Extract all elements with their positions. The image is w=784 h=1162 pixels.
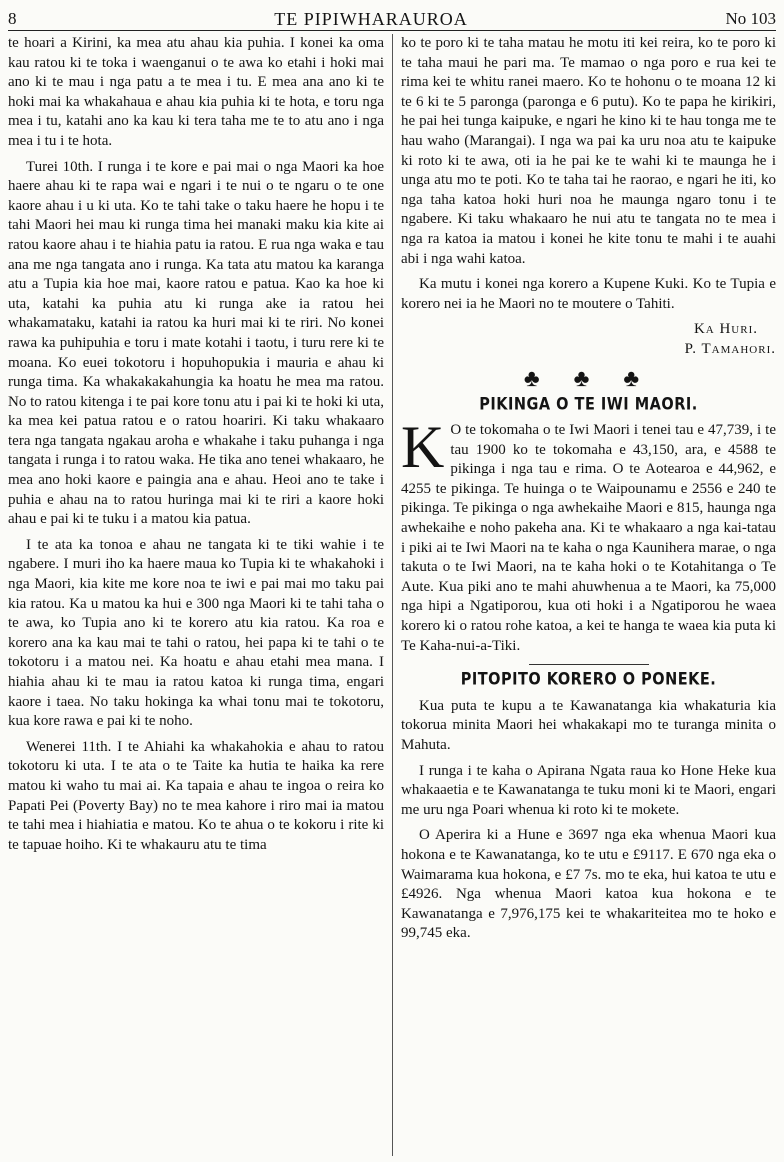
section-heading: PIKINGA O TE IWI MAORI.: [479, 395, 698, 414]
page-number: 8: [8, 9, 17, 28]
signature-continued: Ka Huri.: [693, 321, 758, 338]
drop-cap: K: [401, 414, 445, 481]
section-divider: [529, 664, 649, 665]
issue-number: No 103: [725, 9, 776, 28]
paragraph: Kua puta te kupu a te Kawanatanga kia whakaturia kia tokorua minita Maori hei whakakapi mo te turanga minita o Mahuta.: [401, 697, 776, 753]
paragraph: Turei 10th. I runga i te kore e pai mai o nga Maori ka hoe haere ahau ki te rapa wai e ngari i te nui o te ngaru o te one kaore ahau i u ki uta. Ko te tahi take o taku haere he hopu i te tahi Maori hei mau ki runga tima hei manaki maku kia kite ai ratou kaore ahau i te hiahia patu ia ratou. E rua nga waka e tau ana me nga tangata ano i runga. Ka tata atu matou ka karanga atu a Tupia kia hoe mai, kaore ratou e patua. Kao ka hoe ki uta, katahi ka puhia atu ki runga ake ia ratou hei whakamataku, katahi ia ratou ka huri mai ki te riri. No konei rawa ka puhipuhia e toru i mate kotahi i taotu, i turu rere ki te moana. Ko euei tokotoru i hopuhopukia i mauria e ahau ki runga tima. Ka whakakakahungia ka hoatu he mea ma ratou. No to ratou kitenga i te pai kore tonu atu i pai ki te hoki ki uta, ka mea kei patua ratou e o ratou hoariri. Ki taku whakaaro tera nga tangata ngakau aroha e whakahe i taku puhanga i nga tangata i runga i to ratou waka. He tika ano tenei whakaaro, he mea ano hoki kaore e paingia ana e ahau. Heoi ano te take i puhia e ahau na to ratou huringa mai ki te riri a kaore hoki ahau e pai ki te tuku i a matou kia patua.: [8, 158, 384, 528]
paragraph: I runga i te kaha o Apirana Ngata raua ko Hone Heke kua whakaaetia e te Kawanatanga te tuku moni ki te Maori, engari me uru nga Poari whenua ki roto ki te mokete.: [401, 762, 776, 818]
signature-author: P. Tamahori.: [684, 340, 776, 357]
right-column: [392, 34, 776, 1156]
article-columns: [8, 34, 776, 1156]
paragraph-with-dropcap: [401, 414, 776, 656]
section-heading: PITOPITO KORERO O PONEKE.: [460, 670, 717, 690]
paragraph: O Aperira ki a Hune e 3697 nga eka whenua Maori kua hokona e te Kawanatanga, ko te utu e £9117. E 670 nga eka o Waimarama kua hokona, e £7 7s. mo te eka, hui katoa te utu e £4926. Nga whenua Maori katoa kua hokona e te Kawanatanga e 7,976,175 kei te whakariteitea mo te hoko e 99,745 eka.: [401, 827, 776, 942]
publication-title: TE PIPIWHARAUROA: [274, 9, 468, 29]
page-header: [8, 4, 776, 31]
left-column: [8, 34, 392, 1156]
paragraph: I te ata ka tonoa e ahau ne tangata ki te tiki wahie i te ngabere. I muri iho ka haere maua ko Tupia ki te whakahoki i nga Maori, kia kite me kore noa te iwi e pai mai mo taku pai kia ratou. Ka u matou ka hui e 300 nga Maori ki te tahi taha o te awa, ko Tupia ano ki te korero atu kia ratou. Ka roa e korero ana ka kau mai te tahi o ratou, hei papa ki te tahi o te tokotoru i a matou nei. Ka hoatu e ahau etahi mea mana. I hiahia ahau ki te mau ia ratou katoa ki runga tima, engari kaore i taea. No taku hokinga ka whai tonu mai te tokotoru, kua kore rawa e pai ki te noho.: [8, 536, 384, 730]
paragraph: Ka mutu i konei nga korero a Kupene Kuki. Ko te Tupia e korero nei ia he Maori no te moutere o Tahiti.: [401, 276, 776, 312]
paragraph: Wenerei 11th. I te Ahiahi ka whakahokia e ahau to ratou tokotoru ki uta. I te ata o te Taite ka hutia te haika ka rere matou ki waho tu mai ai. Ka tapaia e ahau te ingoa o reira ko Papati Pei (Poverty Bay) no te mea kahore i riro mai ia matou te tahi mea i hiahiatia e matou. Ko te ahua o te kokoru i rite ki te tapuae hoiho. Ki te whakauru atu te tima: [8, 738, 384, 853]
paragraph-text: O te tokomaha o te Iwi Maori i tenei tau e 47,739, i te tau 1900 ko te tokomaha e 43,150, ara, e 4588 te pikinga i nga tau e rima. O te Aotearoa e 44,962, e 4255 te pikinga. Te huinga o te Waipounamu e 2556 e 240 te pikinga. Te pikinga o nga awhekaihe Maori e 815, haunga nga awhekaihe e noho pakeha ana. Ki te whakaaro a nga kai-tatau i piki ai te Iwi Maori na te kaha o nga Kaunihera marae, o nga takuta o te Iwi Maori, na te kaha hoki o te Kotahitanga o Te Aute. Kua piki ano te mahi ahuwhenua a te Maori, ka 75,000 nga hipi a Ngatiporou, kua oti hoki i a Ngatiporou he waea korero ki o ratou rohe katoa, a kei te hanga te waea kia puta ki Te Kaha-nui-a-Tiki.: [401, 422, 776, 654]
paragraph: ko te poro ki te taha matau he motu iti kei reira, ko te poro ki te taha maui he pari ma. Te mamao o nga poro e rua kei te rima kei te whitu ranei maero. Ko te hohonu o te moana 12 ki te 6 ki te 5 paronga (paronga e 6 putu). Ko te papa he kirikiri, he pai hei tunga kaipuke, e ngari he kino ki te hau tonga me te hau waho (Marangai). I nga wa pai ka uru noa atu te kaipuke ki roto ki te awa, oti ia he pai ke te wahi ki te maunga he i unga atu mo te poti. Ko te taha tai he raorao, e ngari he iti, ko nga taha katoa hoki huri noa he maunga ngaro tonu i te ngabere. Ki taku whakaaro he nui atu te tangata no te mea i nga ra katoa ia matou i konei he kite tonu te mahi i te auahi abi i nga wahi katoa.: [401, 35, 776, 267]
paragraph: te hoari a Kirini, ka mea atu ahau kia puhia. I konei ka oma kau ratou ki te toka i waenganui o te awa ko etahi i hoki mai ano ki te mau i nga patu a te mea i tu. E mea ana ano ki te hoki mai ka whakahaua e ahau kia puhia ki te hota, e toru nga mea i tu, katahi ano ka kau ki tera taha me te to atu ano i nga mea i tu i te hota.: [8, 35, 384, 149]
club-ornament-icon: ♣ ♣ ♣: [523, 365, 654, 392]
